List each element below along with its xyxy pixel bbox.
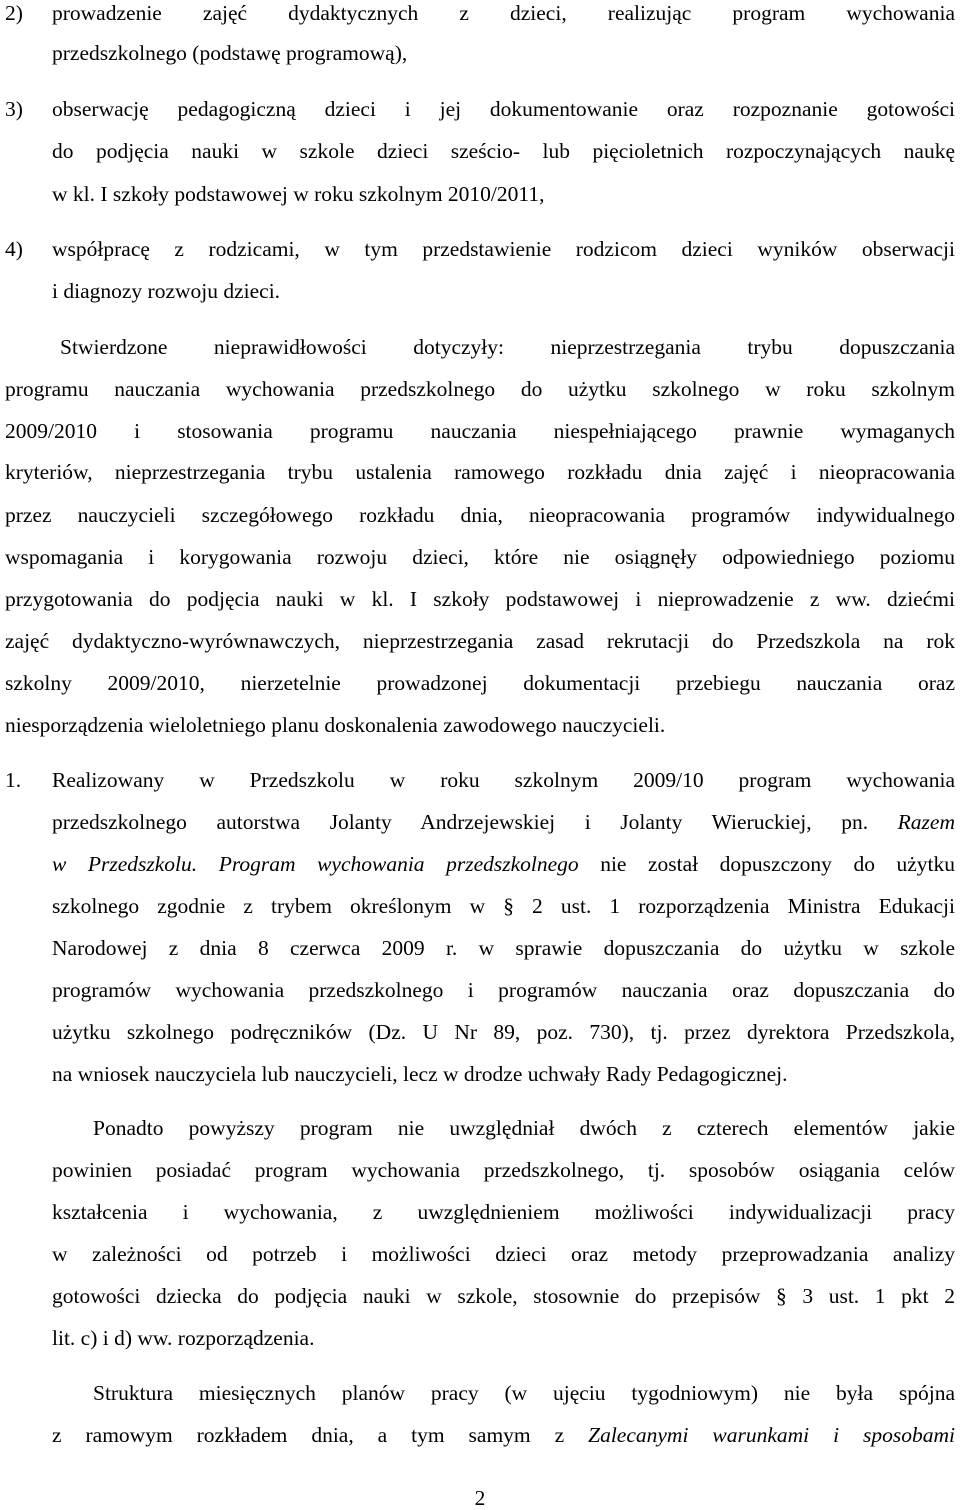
list-item-line: obserwację pedagogiczną dzieci i jej dokumentowanie oraz rozpoznanie gotowości (52, 97, 955, 121)
paragraph-line: 2009/2010 i stosowania programu nauczania niespełniającego prawnie wymaganych (5, 419, 955, 443)
point-line: na wniosek nauczyciela lub nauczycieli, lecz w drodze uchwały Rady Pedagogicznej. (52, 1062, 788, 1086)
page-number: 2 (474, 1486, 486, 1510)
point-text: przedszkolnego autorstwa Jolanty Andrzejewskiej i Jolanty Wieruckiej, pn. (52, 810, 869, 834)
paragraph-line: wspomagania i korygowania rozwoju dzieci, które nie osiągnęły odpowiedniego poziomu (5, 545, 955, 569)
list-item-line: do podjęcia nauki w szkole dzieci sześcio- lub pięcioletnich rozpoczynających naukę (52, 139, 955, 163)
list-item-line: prowadzenie zajęć dydaktycznych z dzieci, realizując program wychowania (52, 1, 955, 25)
point-line: programów wychowania przedszkolnego i programów nauczania oraz dopuszczania do (52, 978, 955, 1002)
paragraph-line: kryteriów, nieprzestrzegania trybu ustalenia ramowego rozkładu dnia zajęć i nieopracowania (5, 460, 955, 484)
paragraph-line: w zależności od potrzeb i możliwości dzieci oraz metody przeprowadzania analizy (52, 1242, 955, 1266)
paragraph-line: niesporządzenia wieloletniego planu doskonalenia zawodowego nauczycieli. (5, 713, 666, 737)
paragraph-line: Struktura miesięcznych planów pracy (w ujęciu tygodniowym) nie była spójna (93, 1381, 955, 1405)
paragraph-line: programu nauczania wychowania przedszkolnego do użytku szkolnego w roku szkolnym (5, 377, 955, 401)
point-line: Narodowej z dnia 8 czerwca 2009 r. w sprawie dopuszczania do użytku w szkole (52, 936, 955, 960)
paragraph-line: powinien posiadać program wychowania przedszkolnego, tj. sposobów osiągania celów (52, 1158, 955, 1182)
paragraph-line: Stwierdzone nieprawidłowości dotyczyły: nieprzestrzegania trybu dopuszczania (60, 335, 955, 359)
list-item-line: przedszkolnego (podstawę programową), (52, 41, 408, 65)
point-text: nie został dopuszczony do użytku (600, 852, 955, 876)
title-italic: Zalecanymi warunkami i sposobami (588, 1423, 955, 1447)
point-line (52, 812, 955, 834)
paragraph-line: gotowości dziecka do podjęcia nauki w szkole, stosownie do przepisów § 3 ust. 1 pkt 2 (52, 1284, 955, 1308)
list-item-line: współpracę z rodzicami, w tym przedstawienie rodzicom dzieci wyników obserwacji (52, 237, 955, 261)
paragraph-line: szkolny 2009/2010, nierzetelnie prowadzonej dokumentacji przebiegu nauczania oraz (5, 671, 955, 695)
paragraph-line: Ponadto powyższy program nie uwzględniał dwóch z czterech elementów jakie (93, 1116, 955, 1140)
paragraph-line: przez nauczycieli szczegółowego rozkładu dnia, nieopracowania programów indywidualnego (5, 503, 955, 527)
point-line: Realizowany w Przedszkolu w roku szkolnym 2009/10 program wychowania (52, 768, 955, 792)
point-line: szkolnego zgodnie z trybem określonym w § 2 ust. 1 rozporządzenia Ministra Edukacji (52, 894, 955, 918)
point-line: użytku szkolnego podręczników (Dz. U Nr 89, poz. 730), tj. przez dyrektora Przedszkola, (52, 1020, 955, 1044)
paragraph-text: z ramowym rozkładem dnia, a tym samym z (52, 1423, 565, 1447)
list-item-line: w kl. I szkoły podstawowej w roku szkolnym 2010/2011, (52, 182, 545, 206)
title-italic: w Przedszkolu. Program wychowania przedszkolnego (52, 852, 579, 876)
list-item-number: 2) (5, 1, 23, 25)
list-item-number: 3) (5, 97, 23, 121)
paragraph-line: przygotowania do podjęcia nauki w kl. I szkoły podstawowej i nieprowadzenie z ww. dziećmi (5, 587, 955, 611)
point-number: 1. (5, 768, 22, 792)
list-item-number: 4) (5, 237, 23, 261)
list-item-line: i diagnozy rozwoju dzieci. (52, 279, 281, 303)
paragraph-line: zajęć dydaktyczno-wyrównawczych, nieprzestrzegania zasad rekrutacji do Przedszkola na rok (5, 629, 955, 653)
title-italic: Razem (897, 810, 955, 834)
paragraph-line: kształcenia i wychowania, z uwzględnieniem możliwości indywidualizacji pracy (52, 1200, 955, 1224)
paragraph-line: lit. c) i d) ww. rozporządzenia. (52, 1326, 315, 1350)
paragraph-line (52, 1425, 955, 1447)
point-line (52, 854, 955, 876)
